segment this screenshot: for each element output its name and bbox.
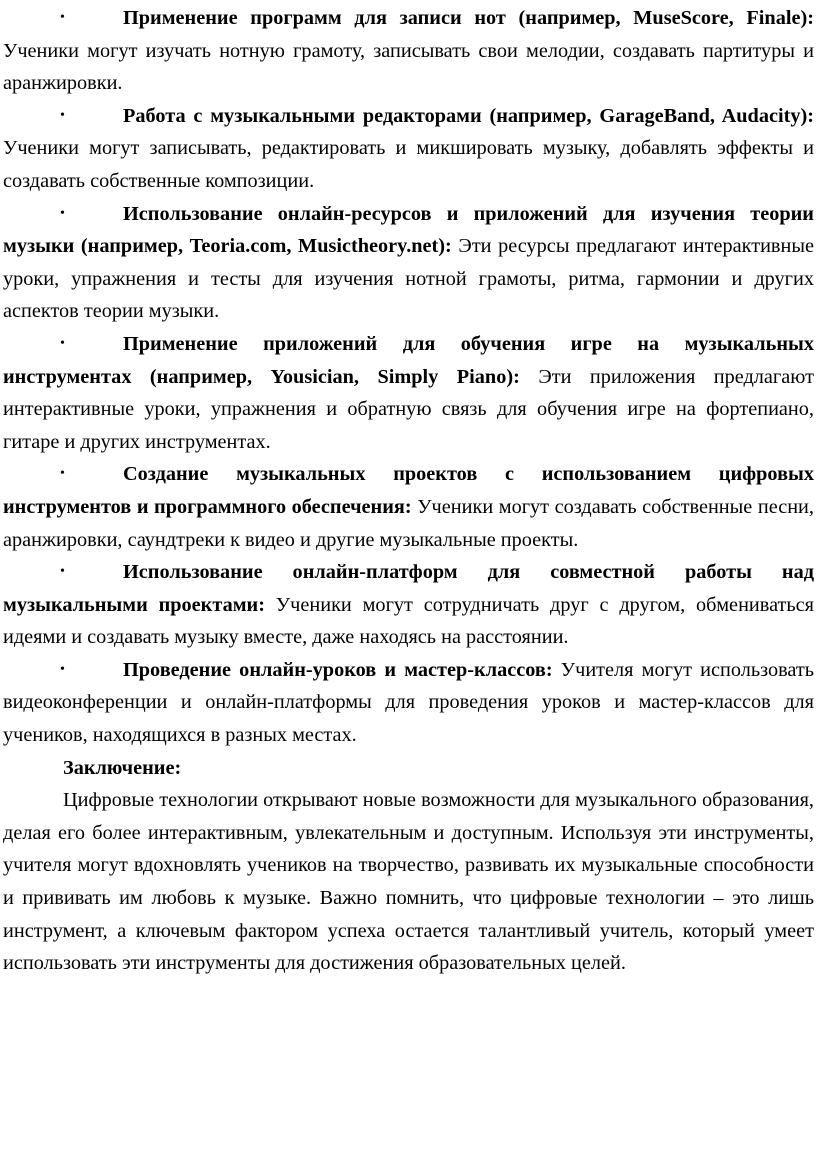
- item-text: Эти приложения предлагают интерактивные уроки, упражнения и обратную связь для обучения игре на фортепиано, гитаре и других инструментах.: [3, 365, 814, 453]
- item-text: Ученики могут изучать нотную грамоту, записывать свои мелодии, создавать партитуры и аранжировки.: [3, 39, 814, 95]
- bullet-icon: •: [60, 107, 65, 123]
- list-item: [3, 198, 814, 328]
- list-item: [3, 458, 814, 556]
- bullet-icon: •: [60, 335, 65, 351]
- bullet-icon: •: [60, 661, 65, 677]
- item-text: Ученики могут сотрудничать друг с другом, обмениваться идеями и создавать музыку вместе, даже находясь на расстоянии.: [3, 593, 814, 649]
- item-lead: Применение программ для записи нот (например, MuseScore, Finale):: [123, 7, 814, 29]
- bullet-icon: •: [60, 466, 65, 482]
- item-lead: Использование онлайн-ресурсов и приложений для изучения теории музыки (например, Teoria.com, Musictheory.net):: [3, 202, 814, 258]
- item-text: Ученики могут записывать, редактировать и микшировать музыку, добавлять эффекты и создавать собственные композиции.: [3, 137, 814, 192]
- bullet-icon: •: [60, 205, 65, 221]
- item-lead: Применение приложений для обучения игре на музыкальных инструментах (например, Yousician, Simply Piano):: [3, 332, 814, 388]
- conclusion-paragraph: Цифровые технологии открывают новые возможности для музыкального образования, делая его более интерактивным, увлекательным и доступным. Используя эти инструменты, учителя могут вдохновлять учеников на творчество, развивать их музыкальные способности и прививать им любовь к музыке. Важно помнить, что цифровые технологии – это лишь инструмент, а ключевым фактором успеха остается талантливый учитель, который умеет использовать эти инструменты для достижения образовательных целей.: [3, 789, 814, 975]
- item-lead: Работа с музыкальными редакторами (например, GarageBand, Audacity):: [123, 104, 814, 127]
- list-item: [3, 328, 814, 458]
- bullet-icon: •: [60, 564, 65, 580]
- item-text: Учителя могут использовать видеоконференции и онлайн-платформы для проведения уроков и мастер-классов для учеников, находящихся в разных местах.: [3, 658, 814, 747]
- item-lead: Использование онлайн-платформ для совместной работы над музыкальными проектами:: [3, 561, 814, 616]
- item-text: Эти ресурсы предлагают интерактивные уроки, упражнения и тесты для изучения нотной грамоты, ритма, гармонии и других аспектов теории музыки.: [3, 235, 814, 323]
- list-item: [3, 556, 814, 654]
- list-item: [3, 2, 814, 100]
- item-lead: Создание музыкальных проектов с использованием цифровых инструментов и программного обеспечения:: [3, 463, 814, 518]
- bullet-icon: •: [60, 10, 65, 25]
- conclusion-heading: Заключение:: [63, 756, 182, 779]
- item-lead: Проведение онлайн-уроков и мастер-классов:: [123, 658, 553, 681]
- list-item: [3, 100, 814, 198]
- item-text: Ученики могут создавать собственные песни, аранжировки, саундтреки к видео и другие музыкальные проекты.: [3, 495, 814, 551]
- list-item: [3, 654, 814, 752]
